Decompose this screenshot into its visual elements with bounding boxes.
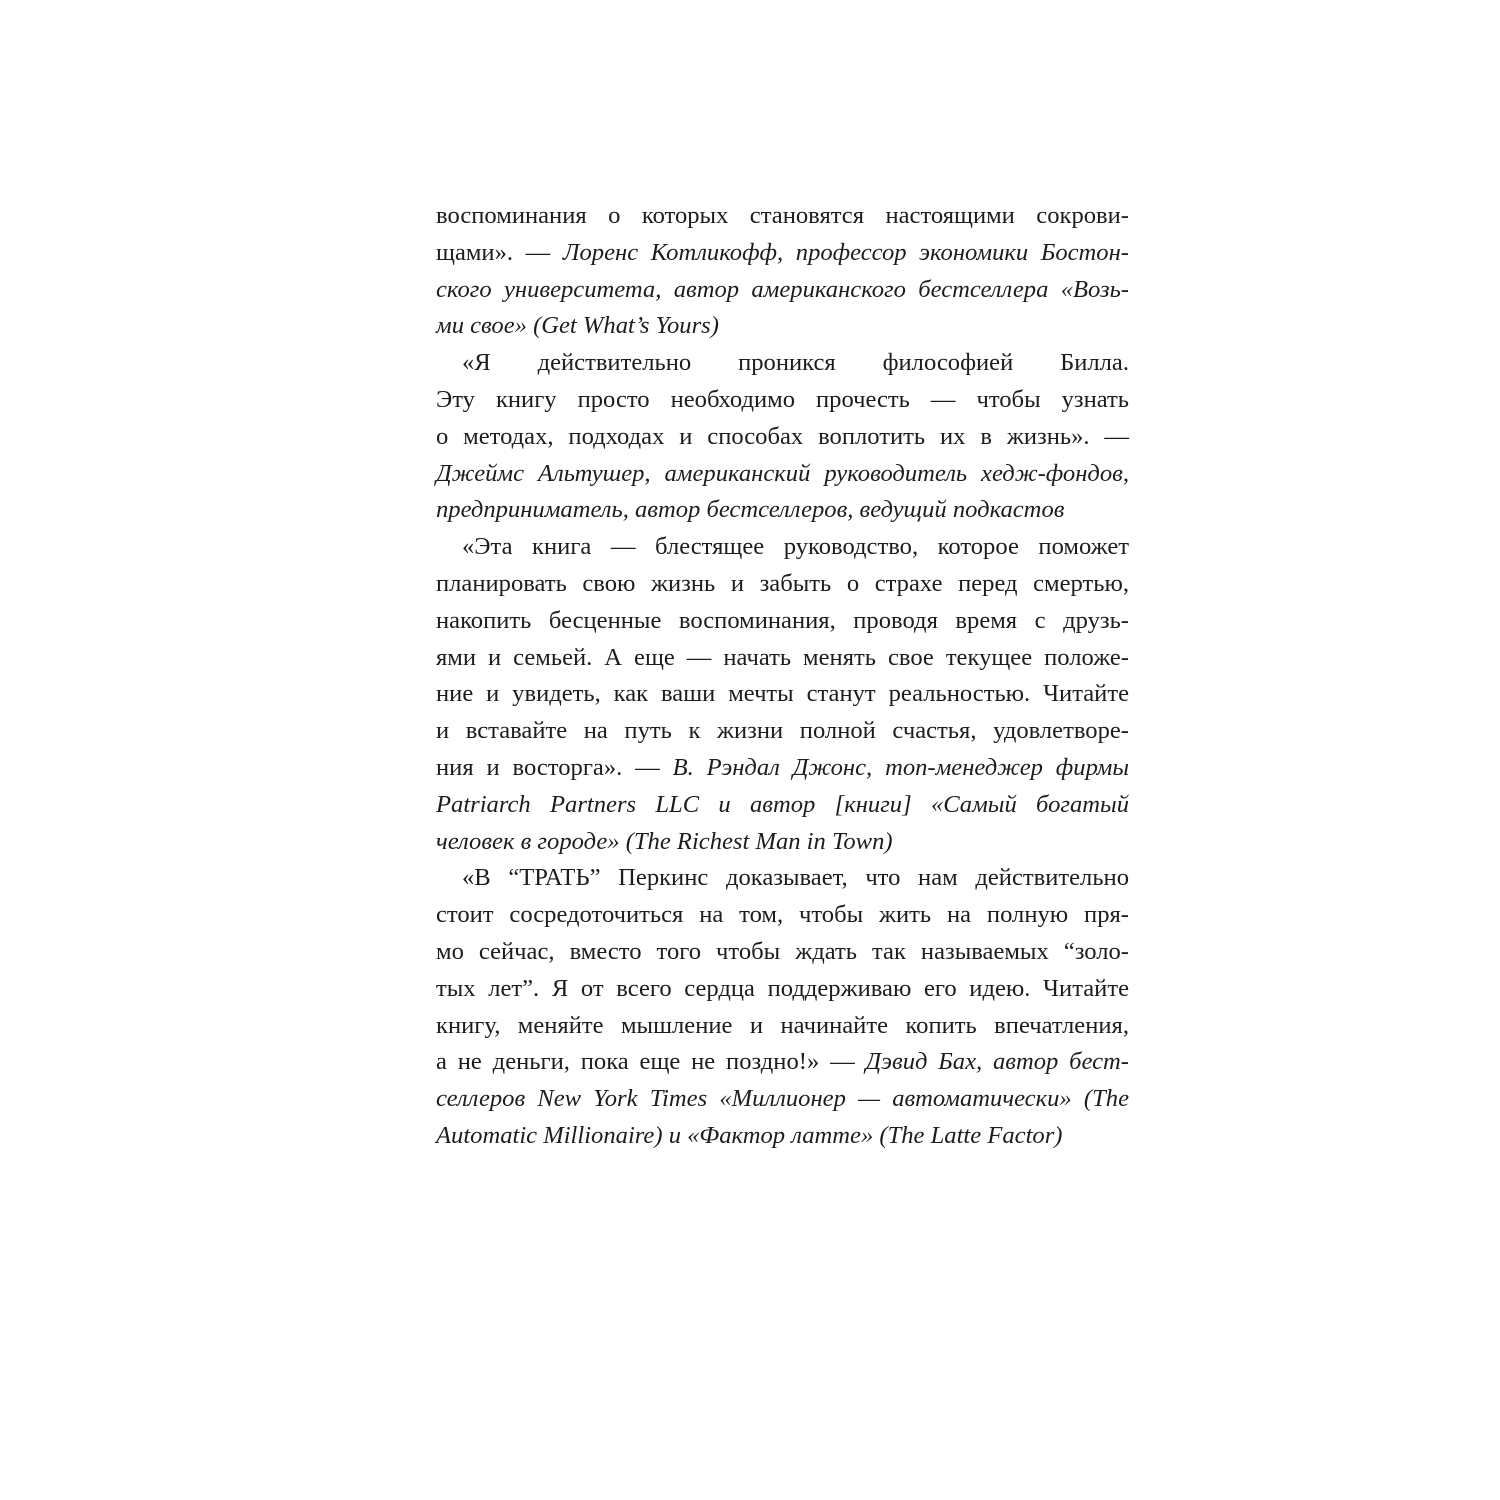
line-text: мо сейчас, вместо того чтобы ждать так называемых “золо- [436, 937, 1129, 965]
text-line [436, 1044, 1129, 1081]
line-text: а не деньги, пока еще не поздно!» — [436, 1048, 866, 1076]
line-text: книгу, меняйте мышление и начинайте копить впечатления, [436, 1011, 1129, 1039]
text-line [436, 308, 1129, 345]
text-line [436, 382, 1129, 419]
quote-author: Джеймс Альтушер, американский руководитель хедж-фондов, [436, 459, 1129, 487]
line-text: «Я действительно проникся философией Билла. [462, 349, 1129, 377]
line-text: ние и увидеть, как ваши мечты станут реальностью. Читайте [436, 680, 1129, 708]
text-line [436, 1118, 1129, 1155]
line-text: и вставайте на путь к жизни полной счастья, удовлетворе- [436, 717, 1129, 745]
line-text: воспоминания о которых становятся настоящими сокрови- [436, 202, 1129, 229]
line-text: ния и восторга». — [436, 753, 673, 781]
line-text: стоит сосредоточиться на том, чтобы жить на полную пря- [436, 901, 1129, 929]
quote-author: селлеров New York Times «Миллионер — автоматически» (The [436, 1085, 1129, 1113]
quote-author: предприниматель, автор бестселлеров, ведущий подкастов [436, 496, 1065, 524]
line-text: планировать свою жизнь и забыть о страхе перед смертью, [436, 569, 1129, 597]
quote-author: В. Рэндал Джонс, топ-менеджер фирмы [672, 753, 1129, 781]
text-line [436, 934, 1129, 971]
text-line [436, 676, 1129, 713]
text-line [436, 272, 1129, 309]
quote-author: Patriarch Partners LLC и автор [книги] «Самый богатый [436, 790, 1129, 818]
quote-author: Дэвид Бах, автор бест- [865, 1048, 1129, 1076]
line-text: накопить бесценные воспоминания, проводя время с друзь- [436, 606, 1129, 634]
text-line [436, 713, 1129, 750]
testimonials-text [436, 198, 1129, 1155]
quote-author: Лоренс Котликофф, профессор экономики Бостон- [562, 238, 1129, 266]
line-text: Эту книгу просто необходимо прочесть — чтобы узнать [436, 385, 1129, 413]
text-line [436, 971, 1129, 1008]
line-text: «Эта книга — блестящее руководство, которое поможет [462, 533, 1129, 561]
text-line [436, 750, 1129, 787]
text-line [436, 492, 1129, 529]
text-line [436, 529, 1129, 566]
text-line [436, 603, 1129, 640]
text-line [436, 1008, 1129, 1045]
text-line [436, 456, 1129, 493]
line-text: ями и семьей. А еще — начать менять свое текущее положе- [436, 643, 1129, 671]
text-line [436, 1081, 1129, 1118]
line-text: тых лет”. Я от всего сердца поддерживаю его идею. Читайте [436, 974, 1129, 1002]
text-line [436, 787, 1129, 824]
text-line [436, 860, 1129, 897]
text-line [436, 419, 1129, 456]
text-line [436, 198, 1129, 235]
line-text: щами». — [436, 238, 563, 266]
text-line [436, 640, 1129, 677]
text-line [436, 897, 1129, 934]
quote-author: ского университета, автор американского бестселлера «Возь- [436, 275, 1129, 303]
quote-author: ми свое» (Get What’s Yours) [436, 312, 719, 340]
text-line [436, 824, 1129, 861]
text-line [436, 566, 1129, 603]
line-text: о методах, подходах и способах воплотить их в жизнь». — [436, 422, 1129, 450]
quote-author: Automatic Millionaire) и «Фактор латте» (The Latte Factor) [436, 1121, 1063, 1149]
line-text: «В “ТРАТЬ” Перкинс доказывает, что нам действительно [462, 864, 1129, 892]
text-line [436, 345, 1129, 382]
quote-author: человек в городе» (The Richest Man in Town) [436, 827, 893, 855]
text-line [436, 235, 1129, 272]
